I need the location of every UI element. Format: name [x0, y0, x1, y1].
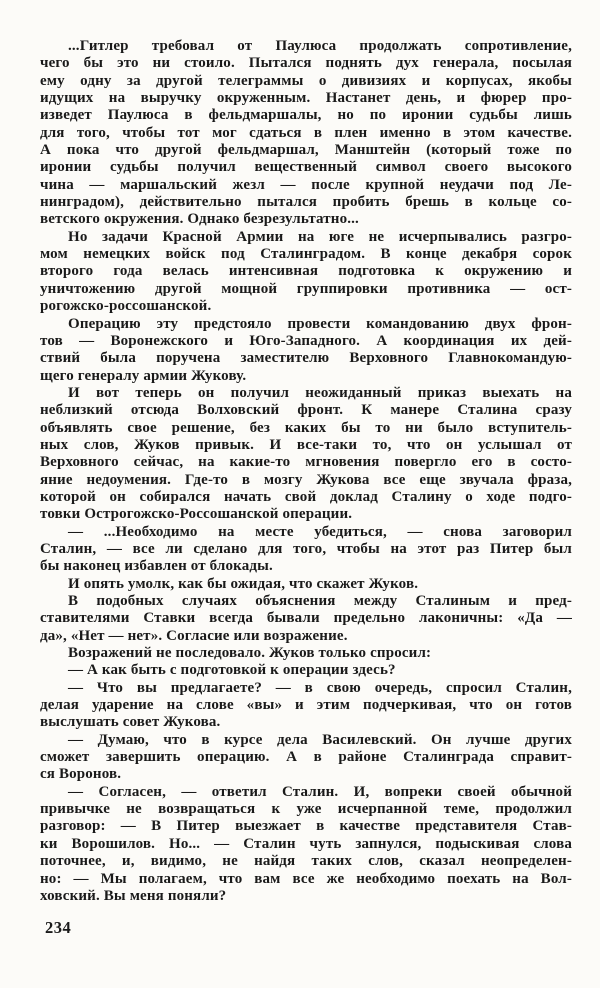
paragraph [40, 229, 572, 316]
text-line: мом немецких войск под Сталинградом. В конце декабря сорок [40, 246, 572, 263]
text-line: И опять умолк, как бы ожидая, что скажет Жуков. [68, 575, 419, 592]
text-line: Но задачи Красной Армии на юге не исчерпывались разгро- [68, 228, 572, 245]
text-line: идущих на выручку окруженным. Настанет день, и фюрер про- [40, 90, 572, 107]
page-number: 234 [45, 918, 72, 937]
text-line: товки Острогожско-Россошанской операции. [40, 506, 353, 523]
text-line: сможет завершить операцию. А в районе Сталинграда справит- [40, 749, 572, 766]
text-line: рогожско-россошанской. [40, 298, 212, 315]
text-line: тов — Воронежского и Юго-Западного. А координация их дей- [40, 332, 572, 349]
text-line: уничтожению другой мощной группировки противника — ост- [40, 280, 572, 297]
paragraph [40, 784, 572, 905]
paragraph [40, 662, 572, 679]
text-line: разговор: — В Питер выезжает в качестве представителя Став- [40, 818, 572, 835]
text-line: — ...Необходимо на месте убедиться, — снова заговорил [68, 523, 572, 540]
text-line: Верховного сейчас, на какие-то мгновения повергло его в состо- [40, 454, 572, 471]
text-line: ховский. Вы меня поняли? [40, 887, 227, 904]
paragraph [40, 524, 572, 576]
text-line: чина — маршальский жезл — после крупной неудачи под Ле- [40, 176, 572, 193]
text-line: поточнее, и, видимо, не найдя таких слов, сказал неопределен- [40, 853, 572, 870]
text-line: А пока что другой фельдмаршал, Манштейн (который тоже по [40, 142, 572, 159]
paragraph [40, 593, 572, 645]
paragraph [40, 385, 572, 524]
text-line: второго года велась интенсивная подготовка к окружению и [40, 263, 572, 280]
text-line: которой он собирался начать свой доклад Сталину о ходе подго- [40, 488, 572, 505]
paragraph [40, 680, 572, 732]
text-block [40, 38, 572, 905]
text-line: — Что вы предлагаете? — в свою очередь, спросил Сталин, [68, 679, 572, 696]
text-line: И вот теперь он получил неожиданный приказ выехать на [68, 384, 572, 401]
paragraph [40, 732, 572, 784]
text-line: Сталин, — все ли сделано для того, чтобы на этот раз Питер был [40, 540, 572, 557]
text-line: яние недоумения. Где-то в мозгу Жукова все еще звучала фраза, [40, 471, 572, 488]
text-line: ных слов, Жуков привык. И все-таки то, что он услышал от [40, 436, 572, 453]
paragraph [40, 645, 572, 662]
paragraph [40, 38, 572, 229]
text-line: Возражений не последовало. Жуков только спросил: [68, 645, 432, 662]
text-line: ...Гитлер требовал от Паулюса продолжать сопротивление, [68, 38, 572, 54]
text-line: ся Воронов. [40, 766, 122, 783]
text-line: ему одну за другой телеграммы о дивизиях и корпусах, якобы [40, 72, 572, 89]
text-line: ки Ворошилов. Но... — Сталин чуть запнулся, подыскивая слова [40, 835, 572, 852]
text-line: ветского окружения. Однако безрезультатно... [40, 211, 359, 228]
text-line: но: — Мы полагаем, что вам все же необходимо поехать на Вол- [40, 870, 572, 887]
text-line: ствий была поручена заместителю Верховного Главнокомандую- [40, 350, 572, 367]
text-line: объявлять свое решение, без каких бы то ни было вступитель- [40, 419, 572, 436]
text-line: В подобных случаях объяснения между Сталиным и пред- [68, 593, 572, 609]
text-line: да», «Нет — нет». Согласие или возражение. [40, 627, 348, 644]
text-line: ставителями Ставки всегда бывали предельно лаконичны: «Да — [40, 610, 572, 627]
text-line: неблизкий отсюда Волховский фронт. К манере Сталина сразу [40, 402, 572, 419]
text-line: для того, чтобы тот мог сдаться в плен именно в этом качестве. [40, 124, 572, 141]
text-line: делая ударение на слове «вы» и этим подчеркивая, что он готов [40, 697, 572, 714]
text-line: выслушать совет Жукова. [40, 714, 221, 731]
text-line: — Думаю, что в курсе дела Василевский. Он лучше других [68, 731, 572, 748]
text-line: нинградом), действительно пытался пробить брешь в кольце со- [40, 194, 572, 211]
text-line: — А как быть с подготовкой к операции здесь? [68, 662, 396, 679]
paragraph [40, 576, 572, 593]
text-line: Операцию эту предстояло провести командованию двух фрон- [68, 315, 572, 332]
text-line: — Согласен, — ответил Сталин. И, вопреки своей обычной [68, 783, 572, 800]
text-line: привычке не возвращаться к уже исчерпанной теме, продолжил [40, 801, 572, 818]
text-line: щего генералу армии Жукову. [40, 367, 247, 384]
paragraph [40, 316, 572, 385]
text-line: бы наконец избавлен от блокады. [40, 558, 273, 575]
text-line: изведет Паулюса в фельдмаршалы, но по иронии судьбы лишь [40, 107, 572, 124]
text-line: иронии судьбы получил вещественный символ своего высокого [40, 159, 572, 176]
text-line: чего бы это ни стоило. Пытался поднять дух генерала, посылая [40, 55, 572, 72]
